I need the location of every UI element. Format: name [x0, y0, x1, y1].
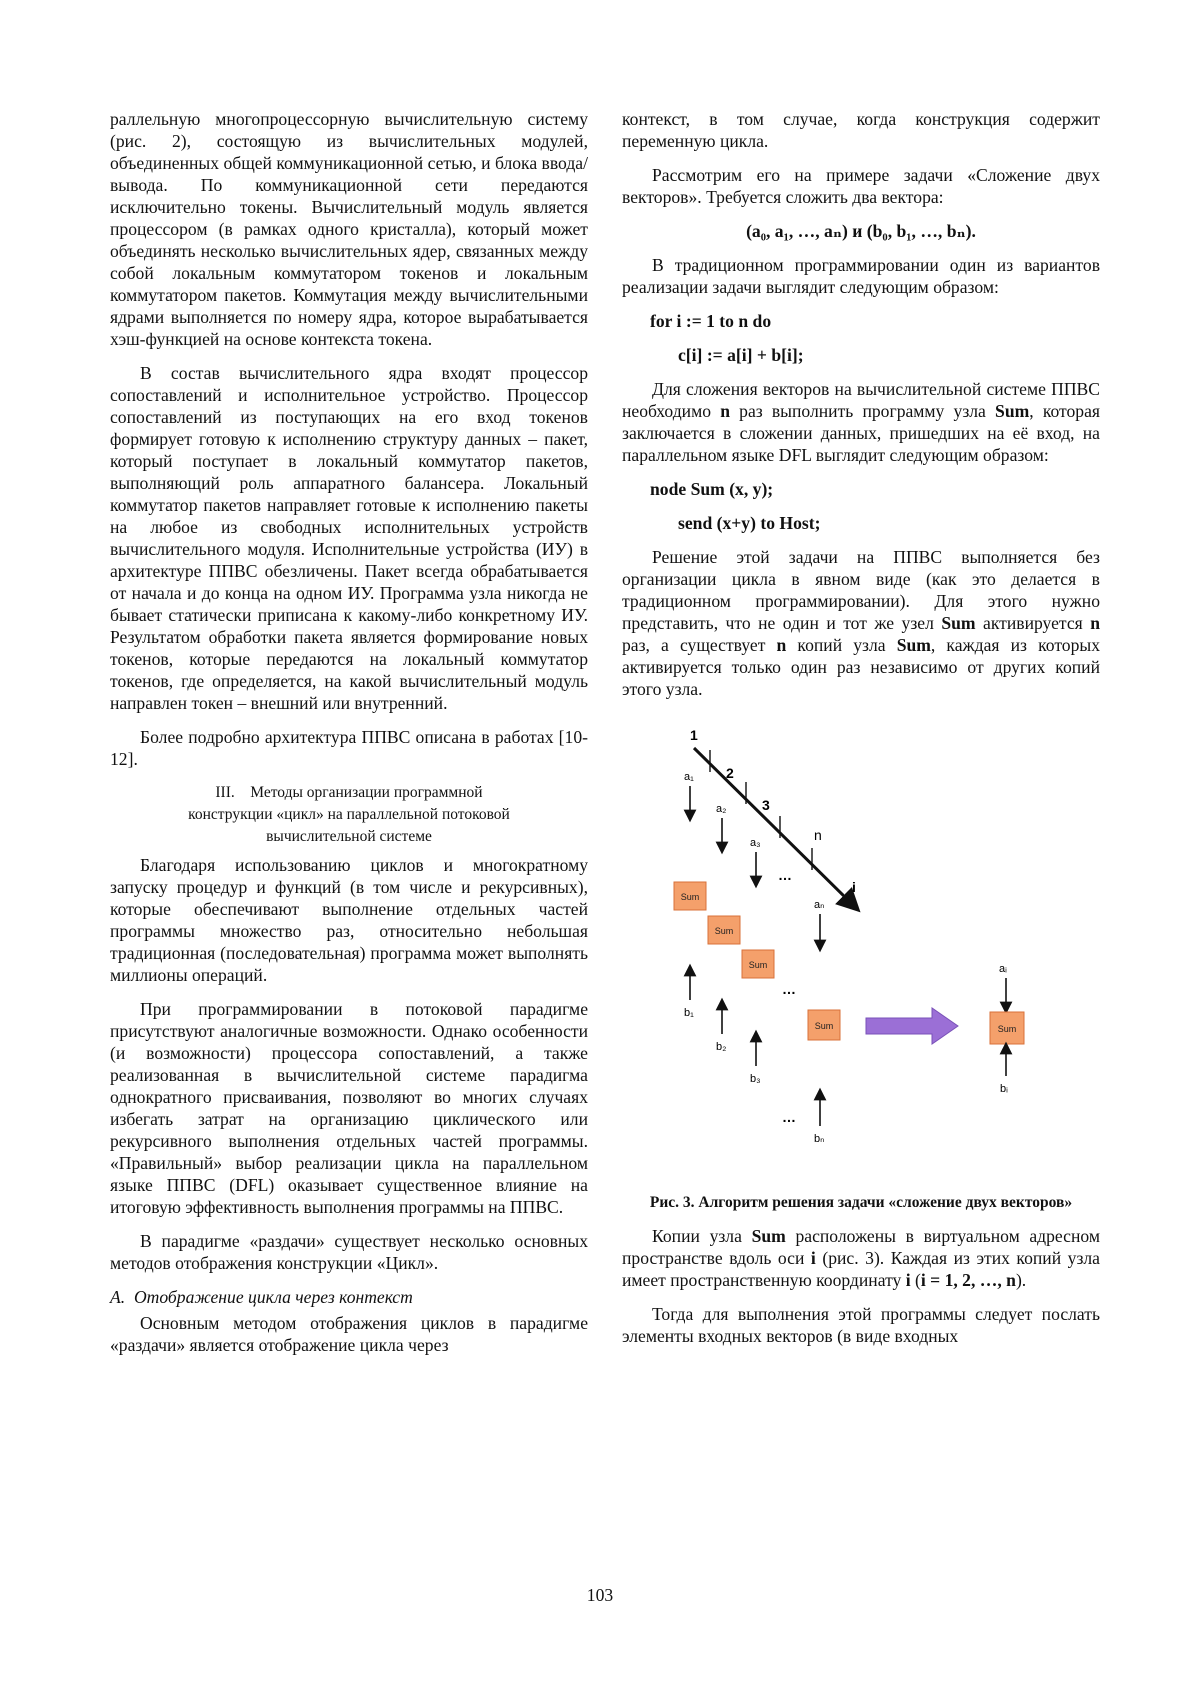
sum-node [708, 916, 740, 944]
paragraph: Благодаря использованию циклов и многократному запуску процедур и функций (в том числе и рекурсивных), которые обеспечивают выполнение отдельных частей программы множество раз, относительно небольшая традиционная (последовательная) программа может выполнять миллионы операций. [110, 855, 588, 985]
axis-label: n [814, 827, 822, 843]
transform-arrow [866, 1008, 958, 1044]
a-label: a₂ [716, 803, 727, 815]
figure-caption: Рис. 3. Алгоритм решения задачи «сложение двух векторов» [649, 1194, 1073, 1211]
heading-line: конструкции «цикл» на параллельной потоковой [188, 806, 510, 823]
sum-node [742, 950, 774, 978]
paragraph: раллельную многопроцессорную вычислительную систему (рис. 2), состоящую из вычислительных модулей, объединенных общей коммуникационной сетью, и блока ввода/вывода. По коммуникационной сети передаются исключительно токены. Вычислительный модуль является процессором (в рамках одного кристалла), который может объединять несколько вычислительных ядер, связанных между собой локальным коммутатором токенов и локальным коммутатором пакетов. Коммутация между вычислительными ядрами выполняется по номеру ядра, которое вырабатывается хэш-функцией на основе контекста токена. [110, 109, 588, 349]
vectors-formula: (a₀, a₁, …, aₙ) и (b₀, b₁, …, bₙ). [746, 221, 976, 241]
a-label: aᵢ [999, 963, 1007, 975]
code-line: for i := 1 to n do [650, 311, 772, 331]
svg-text:Sum: Sum [680, 892, 700, 902]
axis-label: 2 [726, 765, 734, 781]
b-label: bₙ [814, 1133, 825, 1145]
axis-label: 3 [762, 797, 770, 813]
sum-node [674, 882, 706, 910]
paragraph: Для сложения векторов на вычислительной системе ППВС необходимо n раз выполнить программу узла Sum, которая заключается в сложении данных, пришедших на её вход, на параллельном языке DFL выглядит следующим образом: [622, 379, 1100, 465]
axis-i-line [694, 748, 852, 904]
code-line: node Sum (x, y); [650, 479, 774, 499]
a-label: a₁ [684, 771, 694, 783]
axis-label: 1 [690, 727, 698, 743]
svg-text:Sum: Sum [714, 926, 734, 936]
section-heading [110, 782, 588, 848]
code-line: send (x+y) to Host; [678, 513, 821, 533]
b-label: b₁ [684, 1007, 694, 1019]
figure-diagram [622, 712, 1100, 1192]
b-label: b₂ [716, 1041, 727, 1053]
svg-text:Sum: Sum [814, 1021, 834, 1031]
right-column [622, 108, 1100, 1359]
b-label: b₃ [750, 1073, 761, 1085]
paragraph: Основным методом отображения циклов в парадигме «раздачи» является отображение цикла через [110, 1313, 588, 1355]
paragraph: Решение этой задачи на ППВС выполняется без организации цикла в явном виде (как это делается в традиционном программировании). Для этого нужно представить, что не один и тот же узел Sum активируется n раз, а существует n копий узла Sum, каждая из которых активируется только один раз независимо от других копий этого узла. [622, 547, 1100, 699]
ellipsis: … [782, 981, 796, 997]
paragraph: Копии узла Sum расположены в виртуальном адресном пространстве вдоль оси i (рис. 3). Каждая из этих копий узла имеет пространственную координату i (i = 1, 2, …, n). [622, 1226, 1100, 1290]
paragraph: В традиционном программировании один из вариантов реализации задачи выглядит следующим образом: [622, 255, 1100, 297]
axis-label: i [852, 879, 856, 895]
paragraph: В парадигме «раздачи» существует несколько основных методов отображения конструкции «Цикл». [110, 1231, 588, 1273]
paragraph: Рассмотрим его на примере задачи «Сложение двух векторов». Требуется сложить два вектора: [622, 165, 1100, 207]
paragraph: При программировании в потоковой парадигме присутствуют аналогичные возможности. Однако особенности (и возможности) процессора сопоставлений, а также реализованная в вычислительной системе парадигма однократного присваивания, позволяют во многих случаях избегать затрат на организацию циклического или рекурсивного выполнения отдельных частей программы. «Правильный» выбор реализации цикла на параллельном языке ППВС (DFL) оказывает существенное влияние на итоговую эффективность выполнения программы на ППВС. [110, 999, 588, 1217]
a-label: a₃ [750, 837, 761, 849]
left-column [110, 108, 588, 1368]
sum-node [808, 1010, 840, 1040]
heading-line: вычислительной системе [266, 828, 432, 845]
code-line: c[i] := a[i] + b[i]; [678, 345, 804, 365]
a-label: aₙ [814, 899, 825, 911]
sum-node [990, 1012, 1024, 1044]
ellipsis: … [782, 1109, 796, 1125]
svg-text:Sum: Sum [748, 960, 768, 970]
paragraph: контекст, в том случае, когда конструкция содержит переменную цикла. [622, 109, 1100, 151]
ellipsis: … [778, 867, 792, 883]
page-number: 103 [586, 1585, 614, 1605]
subsection-heading: A. Отображение цикла через контекст [110, 1287, 413, 1307]
svg-text:Sum: Sum [997, 1024, 1017, 1034]
figure-vector-sum [622, 712, 1100, 1192]
b-label: bᵢ [1000, 1083, 1008, 1095]
paragraph: Тогда для выполнения этой программы следует послать элементы входных векторов (в виде входных [622, 1304, 1100, 1346]
paragraph: Более подробно архитектура ППВС описана в работах [10-12]. [110, 727, 588, 769]
heading-line: III. Методы организации программной [215, 784, 483, 801]
paragraph: В состав вычислительного ядра входят процессор сопоставлений и исполнительное устройство. Процессор сопоставлений из поступающих на его вход токенов формирует готовую к исполнению структуру данных – пакет, который поступает в локальный коммутатор пакетов, выполняющий роль аппаратного балансера. Локальный коммутатор пакетов направляет готовые к исполнению пакеты на любое из свободных исполнительных устройств вычислительного модуля. Исполнительные устройства (ИУ) в архитектуре ППВС обезличены. Пакет всегда обрабатывается от начала и до конца на одном ИУ. Программа узла никогда не бывает статически приписана к какому-либо конкретному ИУ. Результатом обработки пакета является формирование новых токенов, которые передаются на локальный коммутатор токенов, где определяется, на какой вычислительный модуль направлен токен – внешний или внутренний. [110, 363, 588, 713]
